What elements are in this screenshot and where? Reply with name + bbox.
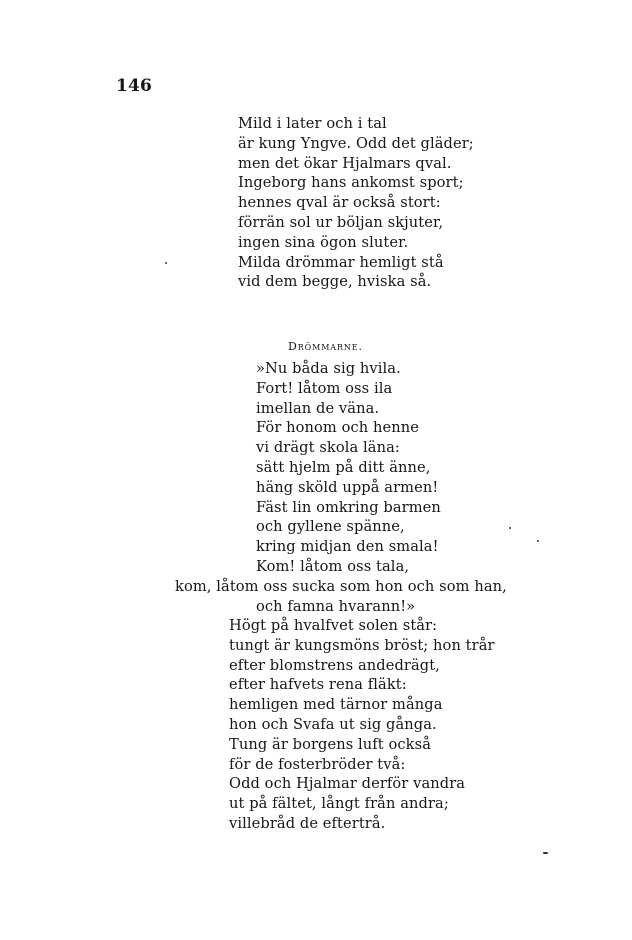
poem-line: häng sköld uppå armen! bbox=[256, 478, 439, 496]
poem-line: Fort! låtom oss ila bbox=[256, 379, 393, 397]
poem-line: vi drägt skola läna: bbox=[256, 439, 400, 457]
poem-line: efter hafvets rena fläkt: bbox=[229, 676, 407, 694]
scan-speck bbox=[509, 527, 511, 529]
poem-line: Fäst lin omkring barmen bbox=[256, 498, 441, 516]
poem-line: kring midjan den smala! bbox=[256, 538, 439, 556]
poem-line: kom, låtom oss sucka som hon och som han, bbox=[175, 577, 507, 595]
poem-line: är kung Yngve. Odd det gläder; bbox=[238, 134, 474, 152]
stanza-3 bbox=[229, 616, 495, 834]
speaker-heading: Drömmarne. bbox=[288, 340, 363, 353]
poem-line: För honom och henne bbox=[256, 419, 419, 437]
poem-line: Milda drömmar hemligt stå bbox=[238, 253, 444, 271]
poem-line: Mild i later och i tal bbox=[238, 115, 387, 132]
page-number: 146 bbox=[116, 76, 153, 96]
poem-line: ingen sina ögon sluter. bbox=[238, 233, 409, 251]
poem-line: imellan de väna. bbox=[256, 399, 380, 417]
poem-line: förrän sol ur böljan skjuter, bbox=[238, 213, 444, 231]
poem-line: ut på fältet, långt från andra; bbox=[229, 795, 449, 813]
poem-line: Tung är borgens luft också bbox=[229, 735, 432, 753]
poem-line: villebråd de eftertrå. bbox=[229, 814, 386, 832]
poem-line: Högt på hvalfvet solen står: bbox=[229, 617, 438, 634]
stanza-1 bbox=[238, 114, 474, 292]
poem-line: Kom! låtom oss tala, bbox=[256, 557, 410, 575]
poem-line: sätt hjelm på ditt änne, bbox=[256, 458, 431, 476]
scan-speck bbox=[537, 540, 539, 542]
poem-line: hennes qval är också stort: bbox=[238, 194, 441, 212]
poem-line: »Nu båda sig hvila. bbox=[256, 360, 401, 377]
poem-line: och gyllene spänne, bbox=[256, 518, 405, 536]
scan-speck bbox=[543, 852, 548, 854]
poem-line: men det ökar Hjalmars qval. bbox=[238, 154, 452, 172]
poem-line: och famna hvarann!» bbox=[256, 597, 416, 615]
poem-line: hon och Svafa ut sig gånga. bbox=[229, 715, 437, 733]
poem-line: för de fosterbröder två: bbox=[229, 755, 406, 773]
poem-line: vid dem begge, hviska så. bbox=[238, 273, 432, 291]
scan-speck bbox=[165, 262, 167, 264]
poem-line: efter blomstrens andedrägt, bbox=[229, 656, 440, 674]
poem-line: tungt är kungsmöns bröst; hon trår bbox=[229, 636, 495, 654]
stanza-2 bbox=[175, 337, 507, 616]
poem-line: Ingeborg hans ankomst sport; bbox=[238, 174, 464, 192]
poem-line: hemligen med tärnor många bbox=[229, 696, 443, 714]
poem-line: Odd och Hjalmar derför vandra bbox=[229, 775, 466, 793]
